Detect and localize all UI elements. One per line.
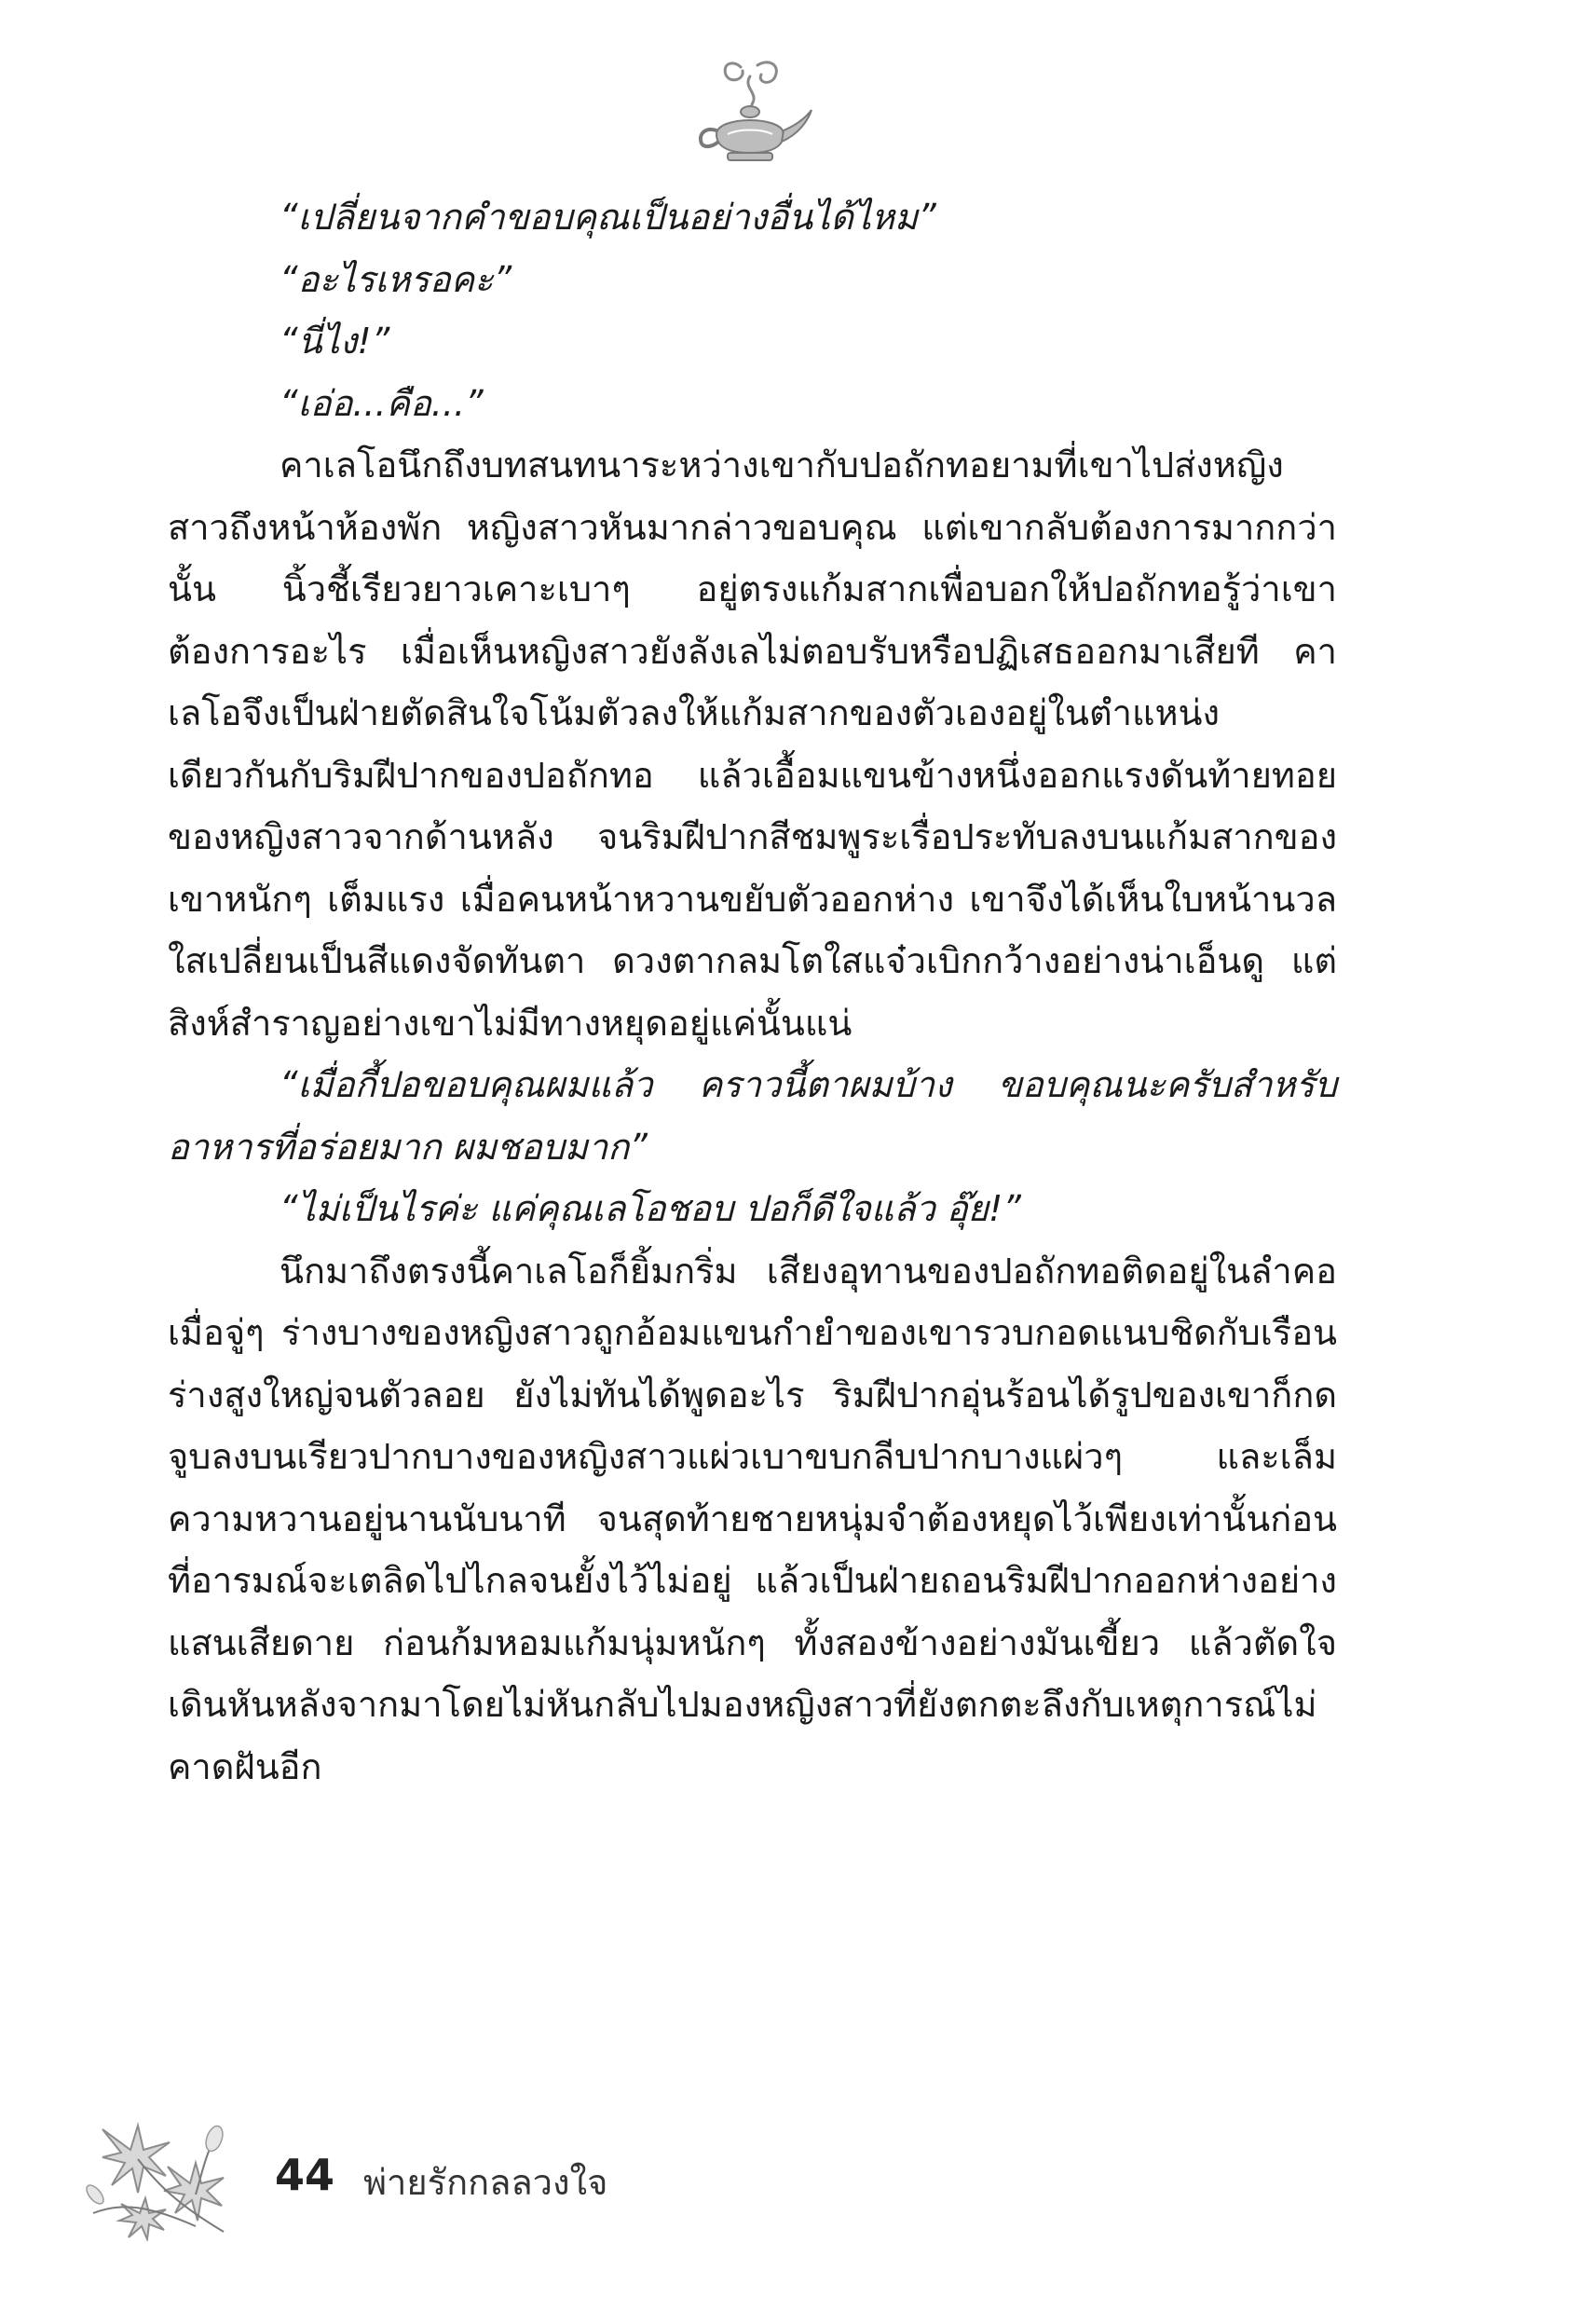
lily-flower-icon — [84, 2101, 242, 2241]
page-footer — [84, 2101, 736, 2241]
page-number: 44 — [275, 2150, 335, 2200]
dialogue-line: “เมื่อกี้ปอขอบคุณผมแล้ว คราวนี้ตาผมบ้าง ขอบคุณนะครับสำหรับอาหารที่อร่อยมาก ผมชอบมาก” — [168, 1064, 1337, 1168]
book-title: พ่ายรักกลลวงใจ — [363, 2162, 608, 2203]
body-text — [168, 186, 1337, 1798]
narrative-paragraph: คาเลโอนึกถึงบทสนทนาระหว่างเขากับปอถักทอยามที่เขาไปส่งหญิงสาวถึงหน้าห้องพัก หญิงสาวหันมากล่าวขอบคุณ แต่เขากลับต้องการมากกว่านั้น นิ้วชี้เรียวยาวเคาะเบาๆ อยู่ตรงแก้มสากเพื่อบอกให้ปอถักทอรู้ว่าเขาต้องการอะไร เมื่อเห็นหญิงสาวยังลังเลไม่ตอบรับหรือปฏิเสธออกมาเสียที คาเลโอจึงเป็นฝ่ายตัดสินใจโน้มตัวลงให้แก้มสากของตัวเองอยู่ในตำแหน่งเดียวกันกับริมฝีปากของปอถักทอ แล้วเอื้อมแขนข้างหนึ่งออกแรงดันท้ายทอยของหญิงสาวจากด้านหลัง จนริมฝีปากสีชมพูระเรื่อประทับลงบนแก้มสากของเขาหนักๆ เต็มแรง เมื่อคนหน้าหวานขยับตัวออกห่าง เขาจึงได้เห็นใบหน้านวลใสเปลี่ยนเป็นสีแดงจัดทันตา ดวงตากลมโตใสแจ๋วเบิกกว้างอย่างน่าเอ็นดู แต่สิงห์สำราญอย่างเขาไม่มีทางหยุดอยู่แค่นั้นแน่ — [168, 444, 1337, 1044]
dialogue-line: “ไม่เป็นไรค่ะ แค่คุณเลโอชอบ ปอก็ดีใจแล้ว อุ๊ย!” — [280, 1188, 1021, 1229]
dialogue-line: “อะไรเหรอคะ” — [280, 258, 512, 300]
teapot-ornament-icon — [685, 56, 815, 172]
dialogue-line: “เปลี่ยนจากคำขอบคุณเป็นอย่างอื่นได้ไหม” — [280, 197, 936, 238]
narrative-paragraph: นึกมาถึงตรงนี้คาเลโอก็ยิ้มกริ่ม เสียงอุทานของปอถักทอติดอยู่ในลำคอเมื่อจู่ๆ ร่างบางของหญิงสาวถูกอ้อมแขนกำยำของเขารวบกอดแนบชิดกับเรือนร่างสูงใหญ่จนตัวลอย ยังไม่ทันได้พูดอะไร ริมฝีปากอุ่นร้อนได้รูปของเขาก็กดจูบลงบนเรียวปากบางของหญิงสาวแผ่วเบาขบกลีบปากบางแผ่วๆ และเล็มความหวานอยู่นานนับนาที จนสุดท้ายชายหนุ่มจำต้องหยุดไว้เพียงเท่านั้นก่อนที่อารมณ์จะเตลิดไปไกลจนยั้งไว้ไม่อยู่ แล้วเป็นฝ่ายถอนริมฝีปากออกห่างอย่างแสนเสียดาย ก่อนก้มหอมแก้มนุ่มหนักๆ ทั้งสองข้างอย่างมันเขี้ยว แล้วตัดใจเดินหันหลังจากมาโดยไม่หันกลับไปมองหญิงสาวที่ยังตกตะลึงกับเหตุการณ์ไม่คาดฝันอีก — [168, 1250, 1337, 1787]
dialogue-line: “เอ่อ...คือ...” — [280, 382, 484, 424]
dialogue-line: “นี่ไง!” — [280, 321, 390, 362]
